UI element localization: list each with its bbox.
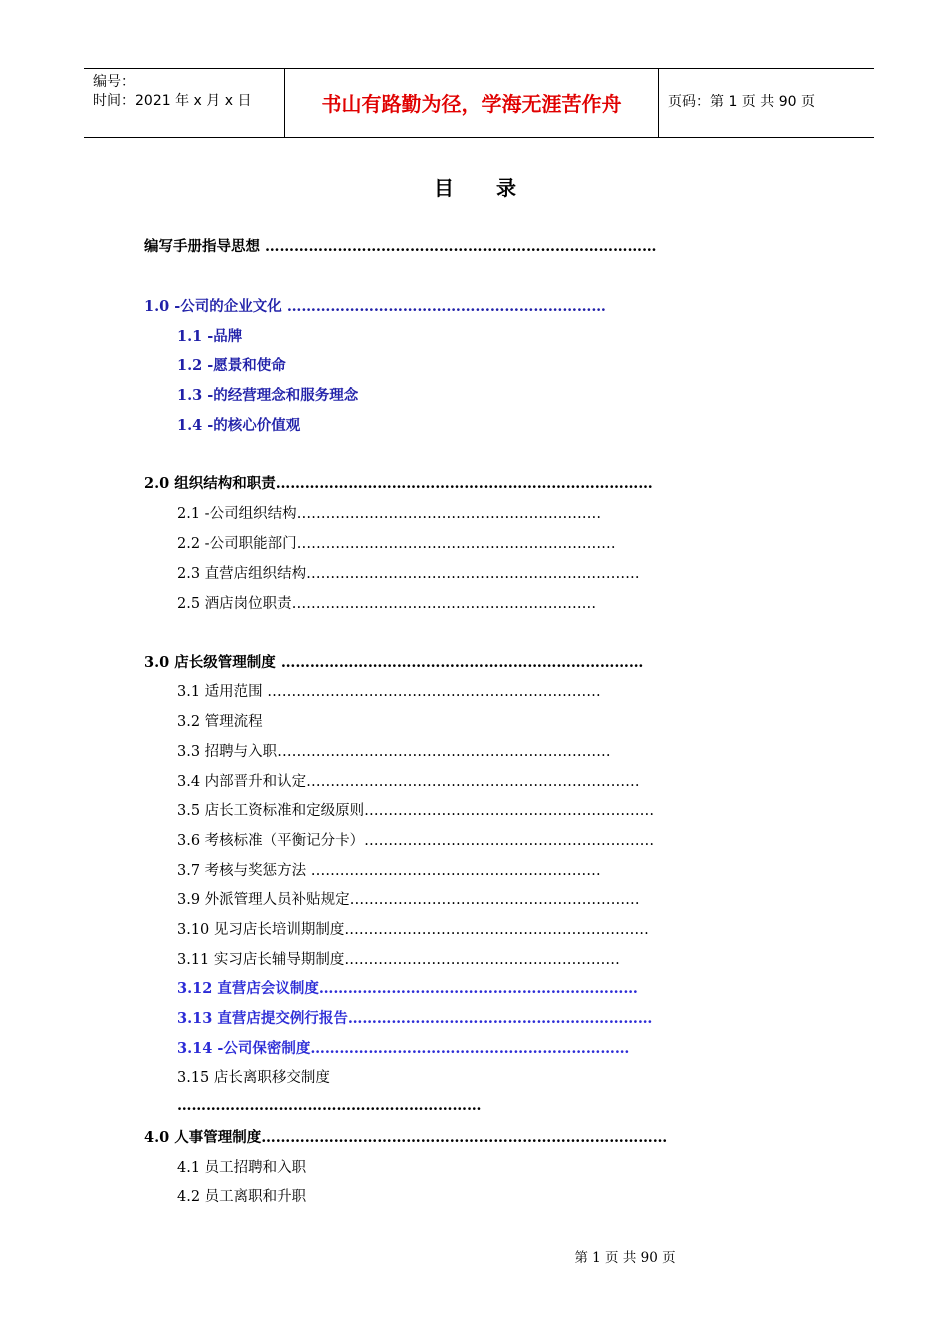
toc-entry[interactable]: 编写手册指导思想 ……………………………………………………………………… [144,238,657,255]
toc-entry[interactable]: 4.2 员工离职和升职 [177,1189,307,1205]
toc-entry[interactable]: 1.3 -的经营理念和服务理念 [177,387,359,404]
toc-entry[interactable]: 3.10 见习店长培训期制度……………………………………………………… [177,922,649,938]
page-title: 目录 [434,176,558,200]
toc-entry[interactable]: 2.3 直营店组织结构…………………………………………………………… [177,566,640,582]
toc-entry[interactable]: 3.5 店长工资标准和定级原则…………………………………………………… [177,803,655,819]
toc-entry[interactable]: 3.7 考核与奖惩方法 …………………………………………………… [177,863,601,879]
toc-entry[interactable]: 3.13 直营店提交例行报告……………………………………………………… [177,1010,653,1027]
toc-entry[interactable]: 4.0 人事管理制度………………………………………………………………………… [144,1129,668,1146]
number-label: 编号： [93,74,135,90]
toc-entry[interactable]: ……………………………………………………… [177,1097,482,1114]
toc-entry[interactable]: 3.12 直营店会议制度………………………………………………………… [177,980,638,997]
toc-entry[interactable]: 2.2 -公司职能部门………………………………………………………… [177,536,616,552]
toc-entry[interactable]: 3.9 外派管理人员补贴规定…………………………………………………… [177,892,640,908]
toc-entry[interactable]: 1.1 -品牌 [177,328,243,345]
toc-entry[interactable]: 3.14 -公司保密制度………………………………………………………… [177,1040,630,1057]
page-footer: 第 1 页 共 90 页 [574,1250,676,1266]
toc-entry[interactable]: 3.0 店长级管理制度 ………………………………………………………………… [144,654,644,671]
toc-entry[interactable]: 2.5 酒店岗位职责……………………………………………………… [177,596,597,612]
toc-entry[interactable]: 1.0 -公司的企业文化 ………………………………………………………… [144,298,606,315]
slogan: 书山有路勤为径，学海无涯苦作舟 [321,92,622,116]
toc-entry[interactable]: 2.1 -公司组织结构……………………………………………………… [177,506,602,522]
time-label: 时间：2021 年 x 月 x 日 [93,93,252,109]
page-info: 页码：第 1 页 共 90 页 [668,94,815,110]
toc-entry[interactable]: 3.15 店长离职移交制度 [177,1070,330,1086]
toc-entry[interactable]: 4.1 员工招聘和入职 [177,1160,307,1176]
toc-entry[interactable]: 3.6 考核标准（平衡记分卡）…………………………………………………… [177,833,655,849]
toc-entry[interactable]: 3.11 实习店长辅导期制度………………………………………………… [177,952,620,968]
toc-entry[interactable]: 3.1 适用范围 …………………………………………………………… [177,684,601,700]
toc-entry[interactable]: 3.2 管理流程 [177,714,263,730]
toc-entry[interactable]: 1.4 -的核心价值观 [177,417,301,434]
toc-entry[interactable]: 3.4 内部晋升和认定…………………………………………………………… [177,774,640,790]
toc-entry[interactable]: 2.0 组织结构和职责…………………………………………………………………… [144,475,653,492]
toc-entry[interactable]: 1.2 -愿景和使命 [177,357,286,374]
toc-entry[interactable]: 3.3 招聘与入职…………………………………………………………… [177,744,611,760]
